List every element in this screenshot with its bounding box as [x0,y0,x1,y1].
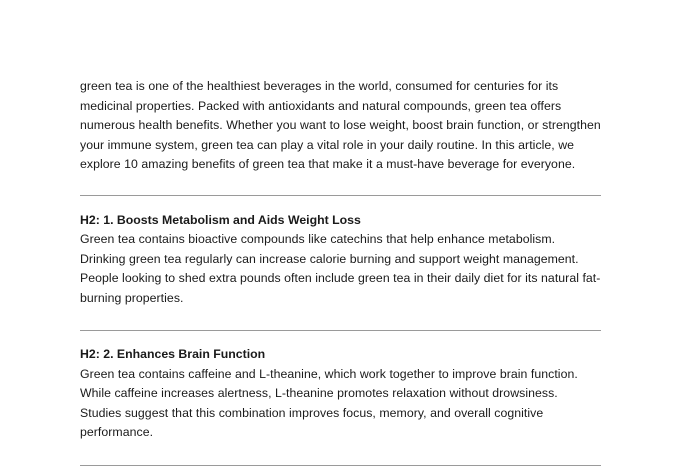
section-heading: H2: 2. Enhances Brain Function [80,347,266,361]
section-divider [80,330,601,331]
section-body: Green tea contains caffeine and L-theanine, which work together to improve brain function. While caffeine increases alertness, L-theanine promotes relaxation without drowsiness. Studies suggest that this combination improves focus, memory, and overall cognitive performance. [80,366,578,439]
section-divider [80,195,601,196]
section-boosts-metabolism [80,211,602,309]
section-heading: H2: 1. Boosts Metabolism and Aids Weight Loss [80,212,361,227]
document-page [80,77,602,466]
section-divider [80,465,601,466]
section-brain-function [80,345,602,443]
intro-paragraph: green tea is one of the healthiest beverages in the world, consumed for centuries for its medicinal properties. Packed with antioxidants and natural compounds, green tea offers numerous health benefits. Whether you want to lose weight, boost brain function, or strengthen your immune system, green tea can play a vital role in your daily routine. In this article, we explore 10 amazing benefits of green tea that make it a must-have beverage for everyone. [80,79,601,171]
section-body: Green tea contains bioactive compounds like catechins that help enhance metabolism. Drinking green tea regularly can increase calorie burning and support weight management. People looking to shed extra pounds often include green tea in their daily diet for its natural fat-burning properties. [80,232,601,305]
